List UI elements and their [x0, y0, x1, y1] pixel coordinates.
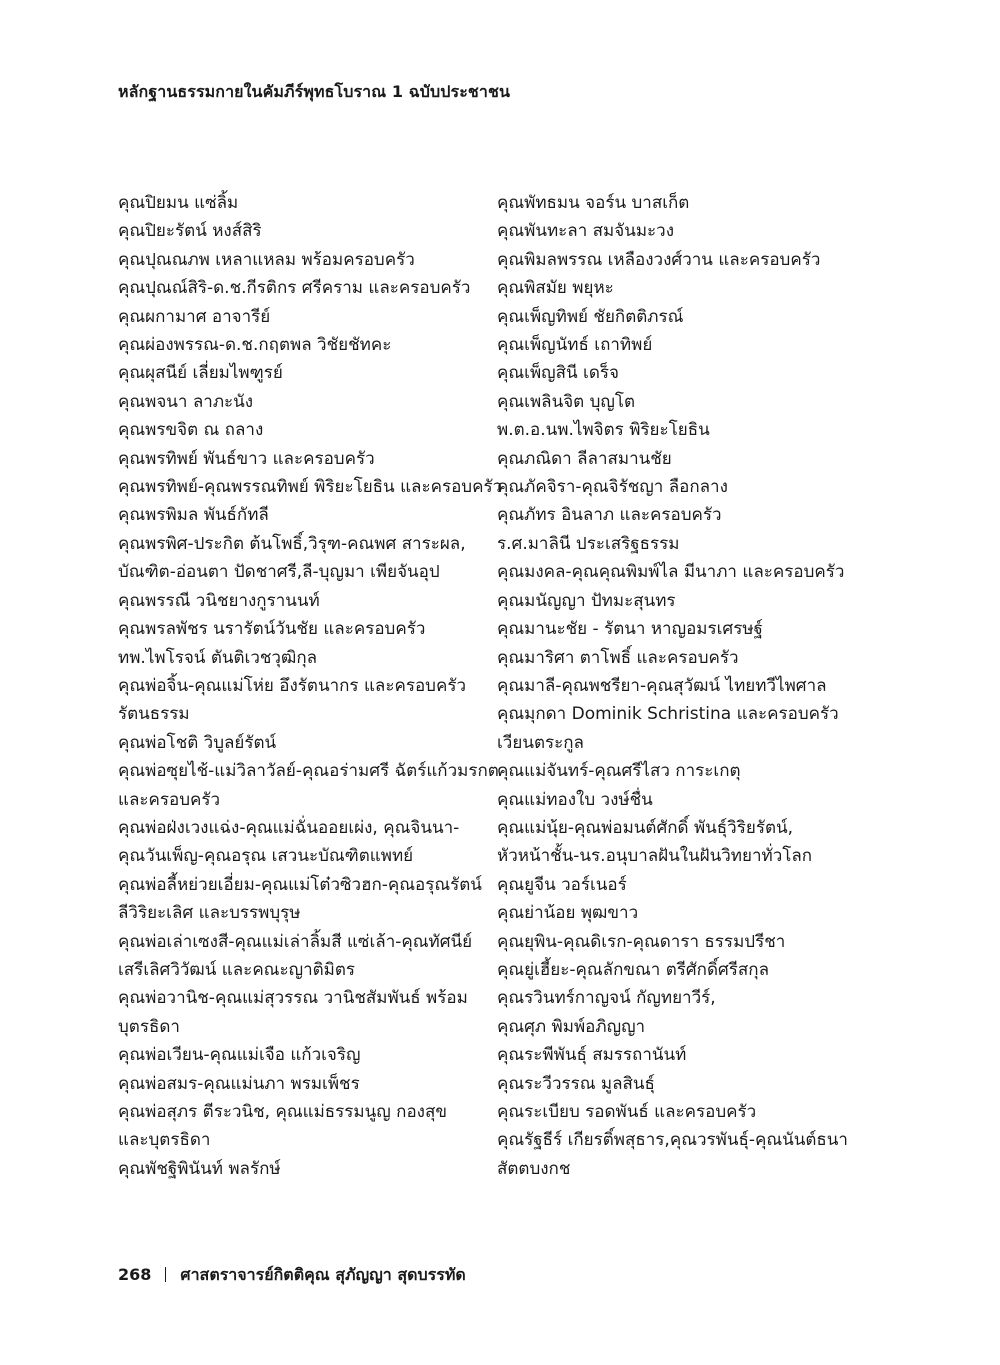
donor-name-line: คุณผุสนีย์ เลี่ยมไพฑูรย์ — [118, 363, 283, 384]
donor-name-line: คุณภัคจิรา-คุณจิรัชญา ลือกลาง — [497, 477, 728, 498]
donor-name-line: คุณพ่อวานิช-คุณแม่สุวรรณ วานิชสัมพันธ์ พร้อม — [118, 988, 468, 1009]
running-header-title: หลักฐานธรรมกายในคัมภีร์พุทธโบราณ 1 ฉบับประชาชน — [118, 82, 510, 101]
donor-name-line: คุณมาลี-คุณพชรียา-คุณสุวัฒน์ ไทยทวีไพศาล — [497, 675, 827, 696]
name-list-right-column — [497, 189, 877, 1183]
donor-name-line: สัตตบงกช — [497, 1158, 571, 1179]
page-footer — [118, 1263, 466, 1288]
donor-name-line: เวียนตระกูล — [497, 732, 584, 753]
donor-name-line: คุณระวีวรรณ มูลสินธุ์ — [497, 1073, 655, 1094]
donor-name-line: คุณพิมลพรรณ เหลืองวงศ์วาน และครอบครัว — [497, 249, 821, 270]
donor-name-line: คุณยู่เฮี้ยะ-คุณลักขณา ตรีศักดิ์ศรีสกุล — [497, 959, 770, 980]
donor-name-line: คุณแม่จันทร์-คุณศรีไสว การะเกตุ — [497, 761, 741, 782]
donor-name-line: คุณพัทธมน จอร์น บาสเก็ต — [497, 193, 690, 213]
donor-name-line: คุณยูจีน วอร์เนอร์ — [497, 874, 627, 895]
name-list-left-column — [118, 189, 503, 1183]
donor-name-line: คุณภณิดา ลีลาสมานชัย — [497, 448, 672, 469]
donor-name-line: คุณเพ็ญนัทธ์ เถาทิพย์ — [497, 335, 653, 356]
donor-name-line: คุณพจนา ลาภะนัง — [118, 391, 254, 412]
donor-name-line: คุณพ่อลี้หย่วยเอี่ยม-คุณแม่โต๋วซิวฮก-คุณอรุณรัตน์ — [118, 874, 482, 895]
donor-name-line: คุณพ่อโชติ วิบูลย์รัตน์ — [118, 732, 277, 753]
donor-name-line: ลีวิริยะเลิศ และบรรพบุรุษ — [118, 903, 301, 924]
donor-name-line: คุณเพ็ญสินี เดร็จ — [497, 363, 619, 384]
donor-name-line: คุณรวินทร์กาญจน์ กัญทยาวีร์, — [497, 988, 716, 1009]
donor-name-line: คุณพ่อเวียน-คุณแม่เจือ แก้วเจริญ — [118, 1045, 361, 1066]
donor-name-line: บัณฑิต-อ่อนตา ปัดชาศรี,ลี-บุญมา เพียจันอุป — [118, 562, 440, 583]
donor-name-line: และบุตรธิดา — [118, 1130, 211, 1151]
donor-name-line: คุณยุพิน-คุณดิเรก-คุณดารา ธรรมปรีชา — [497, 931, 786, 952]
donor-name-line: คุณปิยะรัตน์ หงส์สิริ — [118, 221, 262, 242]
donor-name-line: บุตรธิดา — [118, 1016, 180, 1037]
donor-name-line: คุณพันทะลา สมจันมะวง — [497, 221, 675, 242]
donor-name-line: เสรีเลิศวิวัฒน์ และคณะญาติมิตร — [118, 959, 356, 980]
donor-name-line: คุณศุภ พิมพ์อภิญญา — [497, 1016, 646, 1037]
donor-name-line: คุณพ่อจิ้น-คุณแม่โห่ย อึงรัตนากร และครอบครัว — [118, 675, 467, 696]
donor-name-line: คุณผกามาศ อาจารีย์ — [118, 306, 271, 327]
donor-name-line: คุณพ่อซุยไช้-แม่วิลาวัลย์-คุณอร่ามศรี ฉัตร์แก้วมรกต — [118, 761, 499, 782]
donor-name-line: พ.ต.อ.นพ.ไพจิตร พิริยะโยธิน — [497, 420, 710, 441]
donor-name-line: คุณพรรณี วนิชยางกูรานนท์ — [118, 590, 320, 611]
donor-name-line: คุณมนัญญา ปัทมะสุนทร — [497, 590, 676, 611]
donor-name-line: คุณระพีพันธุ์ สมรรถานันท์ — [497, 1045, 687, 1066]
footer-separator — [165, 1267, 166, 1282]
donor-name-line: คุณปุณณภพ เหลาแหลม พร้อมครอบครัว — [118, 249, 415, 270]
donor-name-line: คุณเพลินจิต บุญโต — [497, 391, 636, 412]
footer-author: ศาสตราจารย์กิตติคุณ สุภัญญา สุดบรรทัด — [180, 1265, 466, 1284]
donor-name-line: คุณพรลพัชร นรารัตน์วันชัย และครอบครัว — [118, 619, 426, 640]
donor-name-line: และครอบครัว — [118, 789, 221, 810]
donor-name-line: ทพ.ไพโรจน์ ตันติเวชวุฒิกุล — [118, 647, 318, 668]
donor-name-line: คุณแม่ทองใบ วงษ์ชื่น — [497, 789, 653, 810]
donor-name-line: คุณพ่อฝ่งเวงแฉ่ง-คุณแม่ฉั่นออยเผ่ง, คุณจินนา- — [118, 817, 460, 838]
donor-name-line: คุณพรพิมล พันธ์กัทลี — [118, 505, 269, 526]
donor-name-line: ร.ศ.มาลินี ประเสริฐธรรม — [497, 533, 680, 554]
donor-name-line: คุณเพ็ญทิพย์ ชัยกิตติภรณ์ — [497, 306, 684, 327]
donor-name-line: คุณพิสมัย พยุหะ — [497, 278, 614, 299]
donor-name-line: คุณรัฐธีร์ เกียรติ์พสุธาร,คุณวรพันธุ์-คุณนันต์ธนา — [497, 1130, 848, 1151]
donor-name-line: คุณวันเพ็ญ-คุณอรุณ เสวนะบัณฑิตแพทย์ — [118, 846, 414, 867]
donor-name-line: คุณพ่อเล่าเซงสี-คุณแม่เล่าลิ้มสี แซ่เล้า-คุณทัศนีย์ — [118, 931, 473, 952]
donor-name-line: คุณพัชฐิพินันท์ พลรักษ์ — [118, 1158, 281, 1179]
donor-name-line: คุณภัทร อินลาภ และครอบครัว — [497, 505, 722, 526]
donor-name-line: คุณพ่อสุภร ตีระวนิช, คุณแม่ธรรมนูญ กองสุข — [118, 1102, 447, 1122]
donor-name-line: รัตนธรรม — [118, 704, 190, 725]
donor-name-line: หัวหน้าชั้น-นร.อนุบาลฝันในฝันวิทยาทั่วโลก — [497, 846, 813, 867]
donor-name-line: คุณปิยมน แซ่ลิ้ม — [118, 193, 239, 213]
donor-name-line: คุณมงคล-คุณคุณพิมพ์ไล มีนาภา และครอบครัว — [497, 562, 845, 583]
donor-name-line: คุณพรทิพย์-คุณพรรณทิพย์ พิริยะโยธิน และครอบครัว — [118, 477, 503, 498]
donor-name-line: คุณพรทิพย์ พันธ์ขาว และครอบครัว — [118, 448, 375, 469]
donor-name-line: คุณพ่อสมร-คุณแม่นภา พรมเพ็ชร — [118, 1073, 360, 1094]
donor-name-line: คุณปุณณ์สิริ-ด.ช.กีรติกร ศรีคราม และครอบครัว — [118, 278, 471, 299]
donor-name-line: คุณระเบียบ รอดพันธ์ และครอบครัว — [497, 1102, 757, 1122]
donor-name-line: คุณผ่องพรรณ-ด.ช.กฤตพล วิชัยชัทคะ — [118, 335, 392, 356]
donor-name-line: คุณพรขจิต ณ ถลาง — [118, 420, 264, 441]
donor-name-line: คุณย่าน้อย พุฒขาว — [497, 903, 639, 924]
donor-name-line: คุณแม่นุ้ย-คุณพ่อมนต์ศักดิ์ พันธุ์วิริยรัตน์, — [497, 817, 794, 838]
donor-name-line: คุณพรพิศ-ประกิต ต้นโพธิ์,วิรุฑ-คณพศ สาระผล, — [118, 533, 466, 554]
donor-name-line: คุณมานะชัย - รัตนา หาญอมรเศรษฐ์ — [497, 619, 763, 640]
page-number: 268 — [118, 1265, 152, 1284]
donor-name-line: คุณมุกดา Dominik Schristina และครอบครัว — [497, 704, 839, 725]
donor-name-line: คุณมาริศา ตาโพธิ์ และครอบครัว — [497, 647, 739, 668]
